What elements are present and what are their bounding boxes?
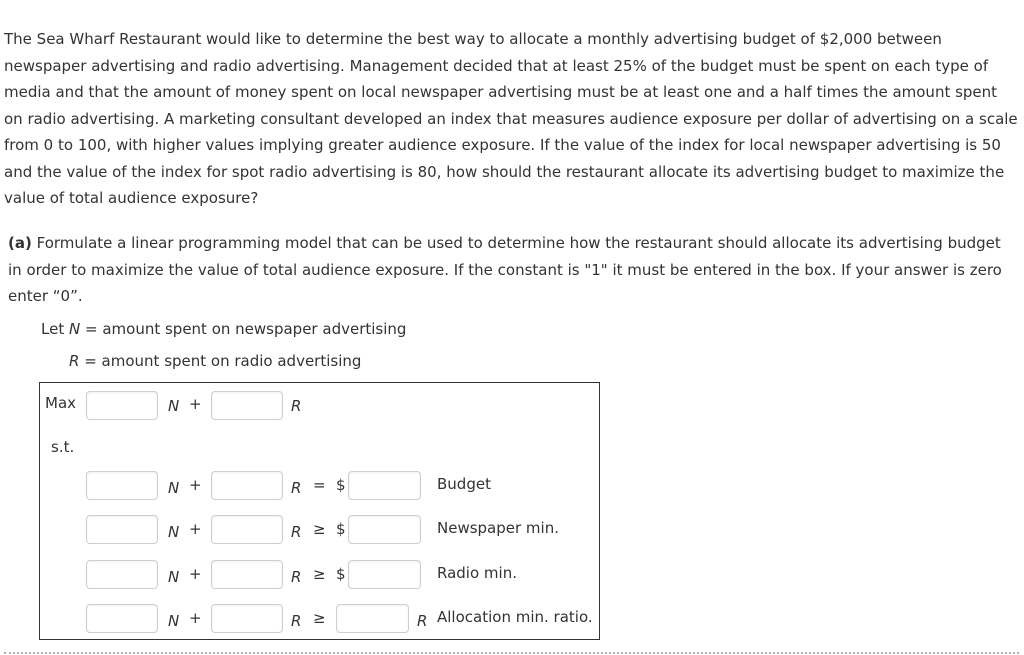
radio-min-var-r: R (291, 568, 302, 586)
ratio-coef-r-input[interactable] (211, 604, 283, 633)
ratio-suffix-var-r: R (417, 612, 428, 630)
radio-min-relation: ≥ (313, 565, 326, 583)
r-description: = amount spent on radio advertising (84, 352, 362, 370)
max-label: Max (45, 394, 77, 412)
next-paragraph-cutoff (4, 648, 1019, 655)
budget-var-n: N (168, 479, 180, 497)
definition-r (69, 352, 361, 370)
newspaper-min-var-r: R (291, 523, 302, 541)
budget-dollar: $ (336, 476, 346, 494)
var-n-label: N (68, 320, 81, 338)
problem-statement: The Sea Wharf Restaurant would like to determine the best way to allocate a monthly advertising budget of $2,000 between newspaper advertising and radio advertising. Management decided that at least 25% of the budget must be spent on each type of media and that the amount of money spent on local newspaper advertising must be at least one and a half times the amount spent on radio advertising. A marketing consultant developed an index that measures audience exposure per dollar of advertising on a scale from 0 to 100, with higher values implying greater audience exposure. If the value of the index for local newspaper advertising is 50 and the value of the index for spot radio advertising is 80, how should the restaurant allocate its advertising budget to maximize the value of total audience exposure? (4, 30, 1018, 207)
radio-min-coef-r-input[interactable] (211, 560, 283, 589)
newspaper-min-rhs-input[interactable] (348, 515, 421, 544)
radio-min-label: Radio min. (437, 564, 517, 582)
part-a-label: (a) (8, 234, 32, 252)
objective-var-n: N (168, 397, 180, 415)
budget-relation: = (313, 476, 326, 494)
budget-plus: + (189, 476, 202, 494)
budget-coef-n-input[interactable] (86, 471, 158, 500)
radio-min-dollar: $ (336, 565, 346, 583)
newspaper-min-label: Newspaper min. (437, 519, 559, 537)
newspaper-min-relation: ≥ (313, 520, 326, 538)
newspaper-min-dollar: $ (336, 520, 346, 538)
st-label: s.t. (51, 438, 75, 456)
ratio-var-n: N (168, 612, 180, 630)
ratio-coef-n-input[interactable] (86, 604, 158, 633)
radio-min-coef-n-input[interactable] (86, 560, 158, 589)
let-label: Let (41, 320, 65, 338)
budget-coef-r-input[interactable] (211, 471, 283, 500)
newspaper-min-coef-n-input[interactable] (86, 515, 158, 544)
budget-label: Budget (437, 475, 491, 493)
objective-coef-r-input[interactable] (211, 391, 283, 420)
ratio-relation: ≥ (313, 609, 326, 627)
ratio-rhs-input[interactable] (336, 604, 409, 633)
newspaper-min-coef-r-input[interactable] (211, 515, 283, 544)
var-r-label: R (69, 352, 80, 370)
newspaper-min-plus: + (189, 520, 202, 538)
definition-n (41, 320, 406, 338)
budget-rhs-input[interactable] (348, 471, 421, 500)
n-description: = amount spent on newspaper advertising (85, 320, 407, 338)
objective-plus: + (189, 395, 202, 413)
objective-coef-n-input[interactable] (86, 391, 158, 420)
objective-var-r: R (291, 397, 302, 415)
radio-min-rhs-input[interactable] (348, 560, 421, 589)
ratio-plus: + (189, 609, 202, 627)
part-a-instructions (8, 230, 1008, 310)
radio-min-var-n: N (168, 568, 180, 586)
ratio-label: Allocation min. ratio. (437, 608, 593, 626)
radio-min-plus: + (189, 565, 202, 583)
part-a-text: Formulate a linear programming model that can be used to determine how the restaurant should allocate its advertising budget in order to maximize the value of total audience exposure. If the constant is "1" it must be entered in the box. If your answer is zero enter “0”. (8, 234, 1002, 305)
lp-model-table (39, 382, 600, 640)
ratio-var-r: R (291, 612, 302, 630)
budget-var-r: R (291, 479, 302, 497)
newspaper-min-var-n: N (168, 523, 180, 541)
